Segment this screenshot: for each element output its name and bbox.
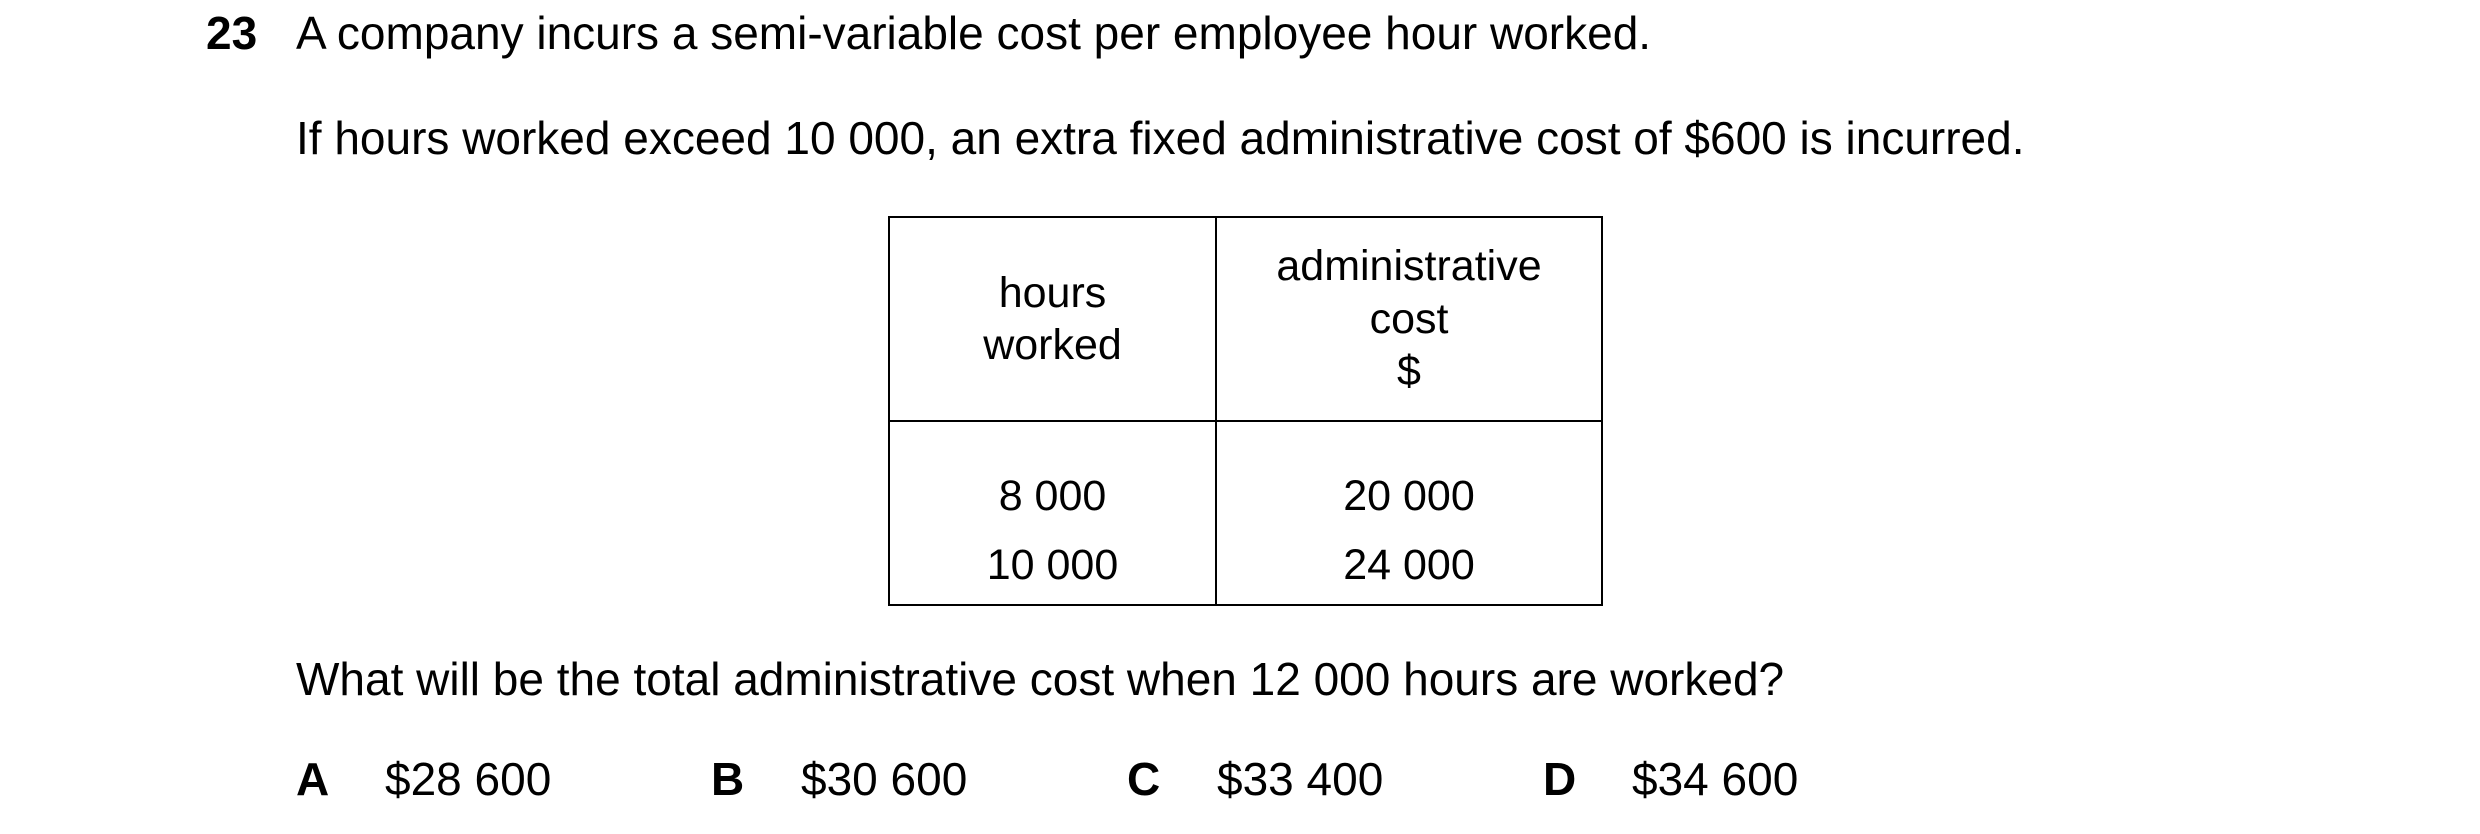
question-condition: If hours worked exceed 10 000, an extra fixed administrative cost of $600 is incurred. [296,112,2025,164]
question-statement: A company incurs a semi-variable cost per employee hour worked. [296,7,1652,59]
cell-hours: 10 000 [889,526,1216,605]
cost-table [888,216,1603,606]
cell-hours: 8 000 [889,421,1216,526]
option-a-letter[interactable]: A [296,753,330,805]
option-d-value[interactable]: $34 600 [1632,753,1799,805]
option-c-value[interactable]: $33 400 [1217,753,1384,805]
header-cost-unit: $ [1397,347,1421,396]
header-cost-line-1: administrative [1276,242,1542,291]
table-header-row [889,217,1602,421]
table-row [889,421,1602,526]
option-a-value[interactable]: $28 600 [385,753,552,805]
cell-cost: 20 000 [1216,421,1602,526]
option-c-letter[interactable]: C [1127,753,1161,805]
cell-cost: 24 000 [1216,526,1602,605]
option-b-value[interactable]: $30 600 [801,753,968,805]
option-d-letter[interactable]: D [1543,753,1577,805]
table-row [889,526,1602,605]
header-hours-worked [889,217,1216,421]
option-b-letter[interactable]: B [711,753,745,805]
header-cost-line-2: cost [1369,294,1449,343]
header-hours-line-1: hours [998,268,1107,317]
question-prompt: What will be the total administrative cost when 12 000 hours are worked? [296,653,1785,705]
header-hours-line-2: worked [983,321,1122,369]
header-administrative-cost [1216,217,1602,421]
question-number: 23 [206,7,258,59]
